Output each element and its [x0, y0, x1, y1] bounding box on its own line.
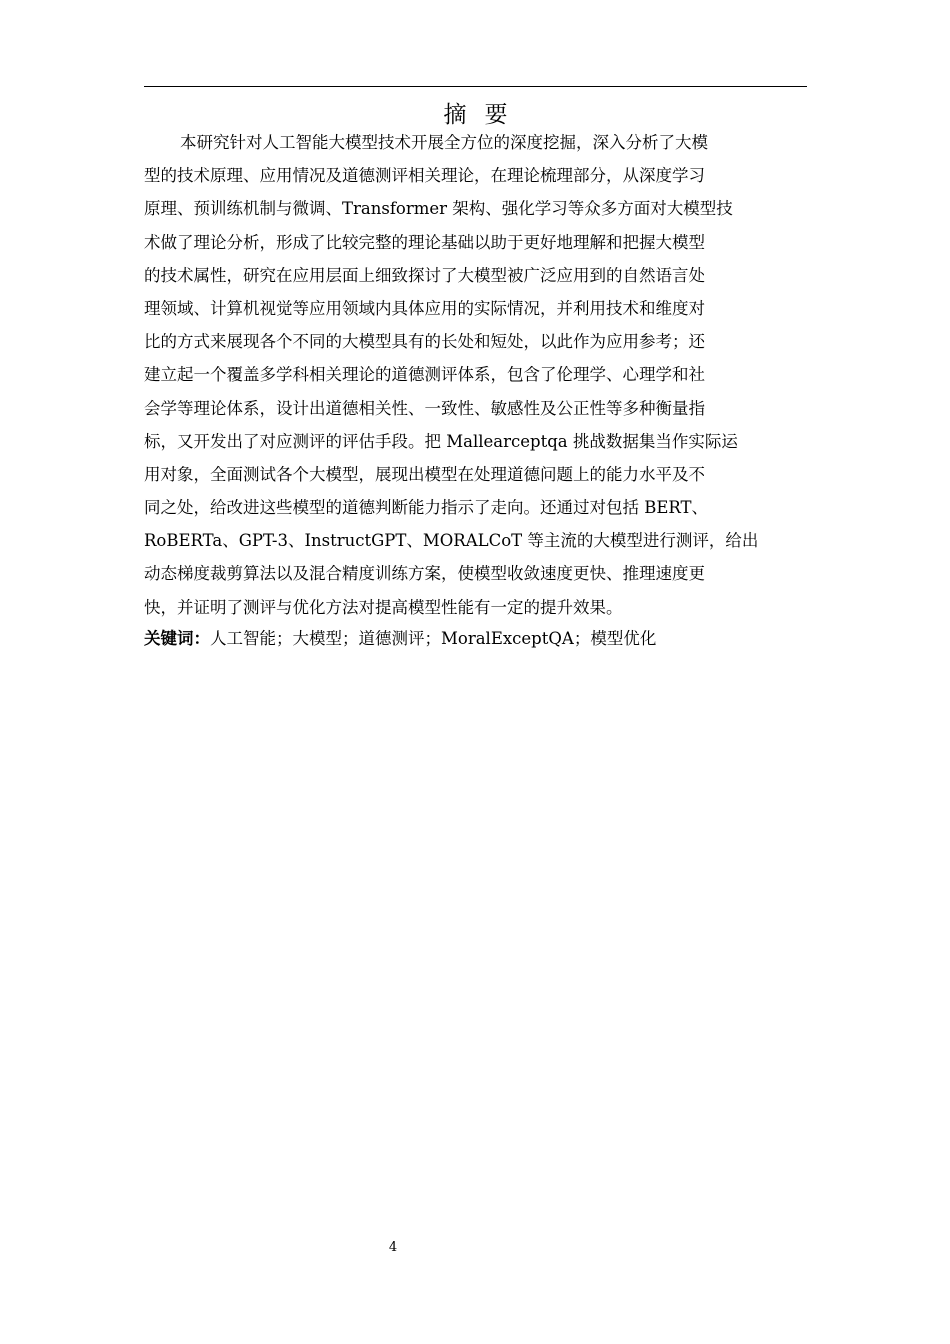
abstract-line: 建立起一个覆盖多学科相关理论的道德测评体系，包含了伦理学、心理学和社 [144, 365, 705, 385]
abstract-line: 标，又开发出了对应测评的评估手段。把 Mallearceptqa 挑战数据集当作实际运 [144, 431, 738, 451]
abstract-line: 的技术属性，研究在应用层面上细致探讨了大模型被广泛应用到的自然语言处 [144, 265, 705, 285]
keywords-text: 人工智能；大模型；道德测评；MoralExceptQA；模型优化 [210, 629, 657, 648]
abstract-line: 比的方式来展现各个不同的大模型具有的长处和短处，以此作为应用参考；还 [144, 332, 705, 352]
abstract-line: 快，并证明了测评与优化方法对提高模型性能有一定的提升效果。 [144, 597, 623, 617]
abstract-line: 会学等理论体系，设计出道德相关性、一致性、敏感性及公正性等多种衡量指 [144, 398, 705, 418]
abstract-line: 术做了理论分析，形成了比较完整的理论基础以助于更好地理解和把握大模型 [144, 232, 705, 252]
keywords-label: 关键词： [144, 629, 210, 648]
abstract-body [144, 126, 802, 624]
keywords [144, 624, 656, 654]
abstract-line: 用对象，全面测试各个大模型，展现出模型在处理道德问题上的能力水平及不 [144, 464, 705, 484]
abstract-line: 理领域、计算机视觉等应用领域内具体应用的实际情况，并利用技术和维度对 [144, 298, 705, 318]
abstract-line: 原理、预训练机制与微调、Transformer 架构、强化学习等众多方面对大模型技 [144, 199, 733, 219]
abstract-line: 本研究针对人工智能大模型技术开展全方位的深度挖掘，深入分析了大模 [180, 133, 708, 152]
abstract-line: 型的技术原理、应用情况及道德测评相关理论，在理论梳理部分，从深度学习 [144, 166, 705, 186]
abstract-line: 动态梯度裁剪算法以及混合精度训练方案，使模型收敛速度更快、推理速度更 [144, 564, 705, 584]
page-number: 4 [388, 1240, 398, 1255]
abstract-title: 摘要 [443, 102, 526, 128]
abstract-line: 同之处，给改进这些模型的道德判断能力指示了走向。还通过对包括 BERT、 [144, 498, 709, 518]
abstract-line: RoBERTa、GPT-3、InstructGPT、MORALCoT 等主流的大模型进行测评，给出 [144, 531, 759, 551]
header-rule [144, 86, 807, 87]
